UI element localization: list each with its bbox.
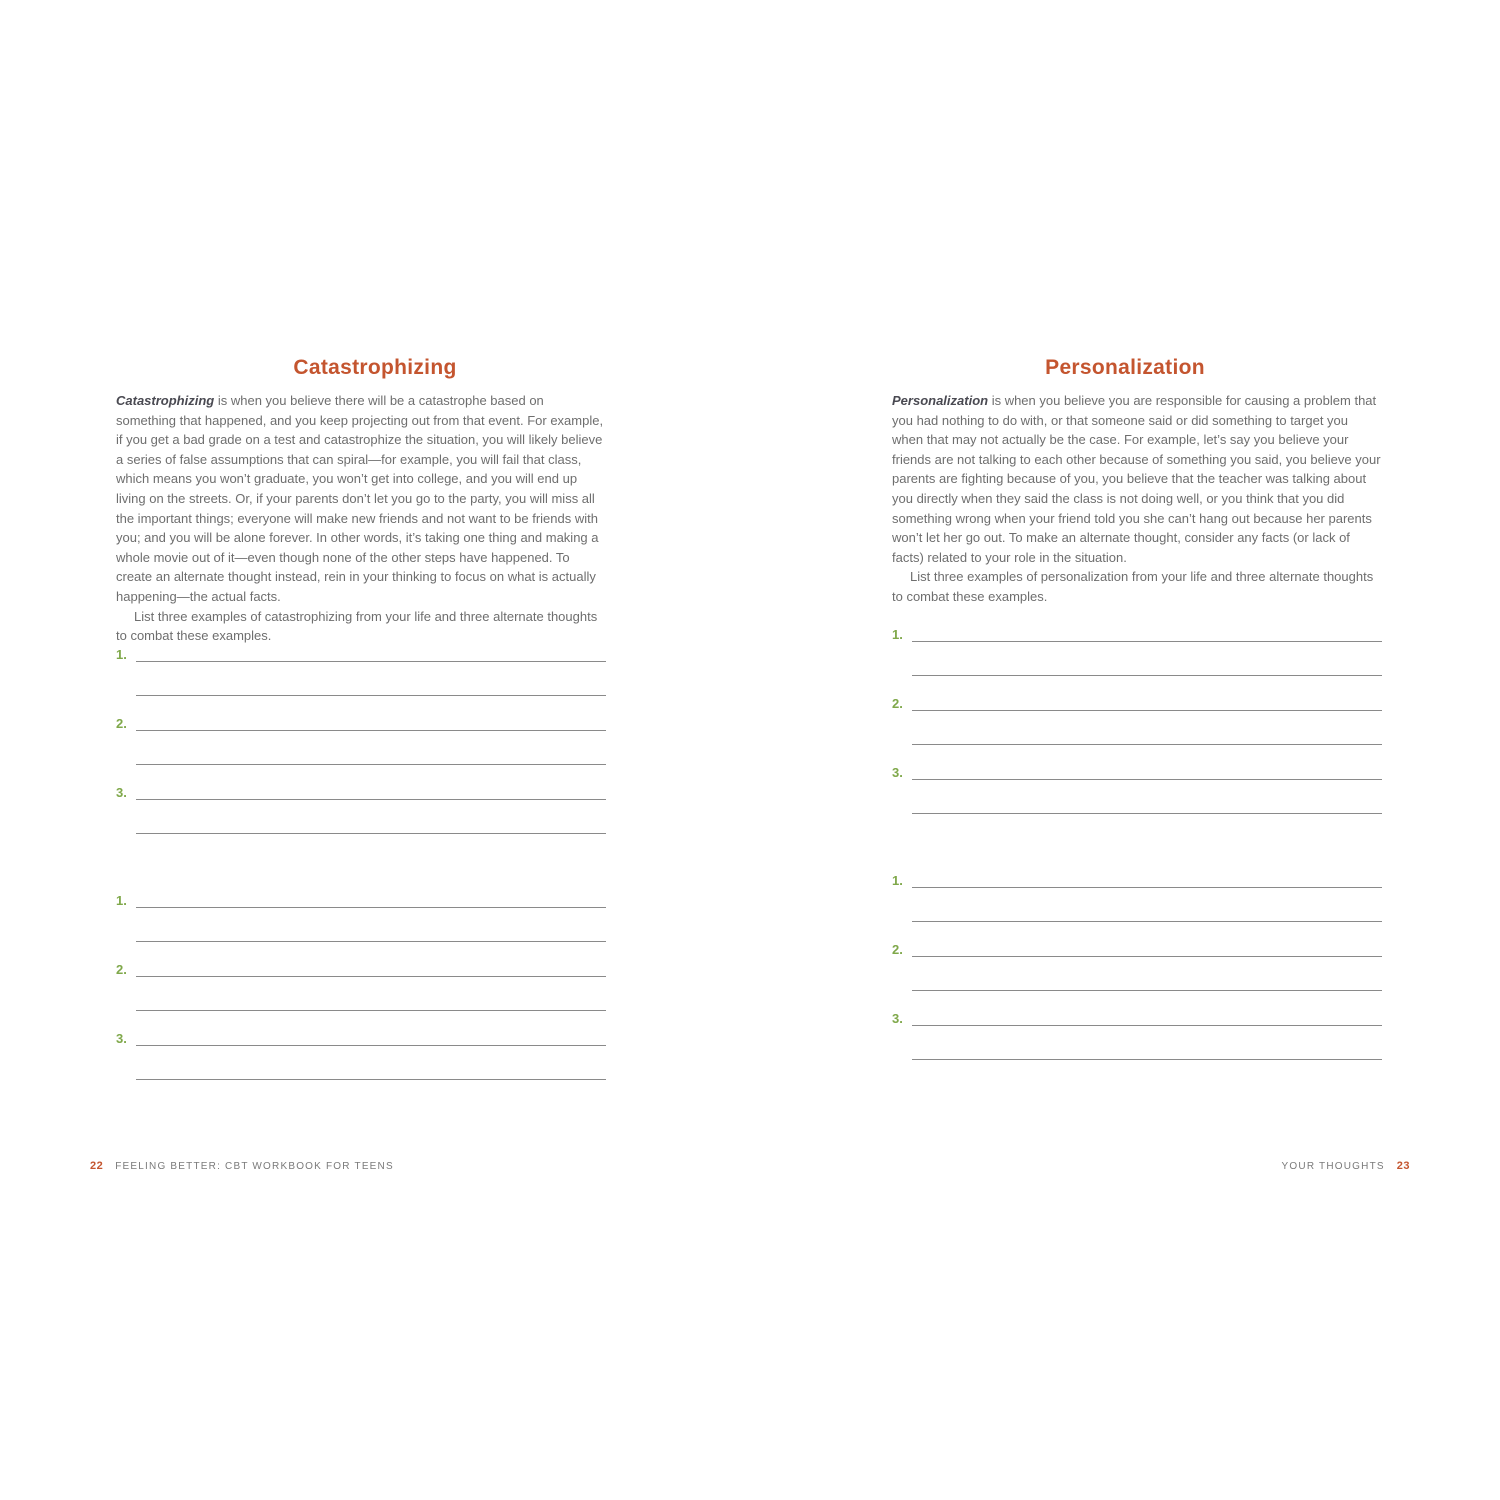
answer-item[interactable] [116, 785, 606, 858]
answer-item[interactable] [892, 942, 1382, 1015]
answer-item[interactable] [116, 647, 606, 720]
write-in-line[interactable] [912, 956, 1382, 957]
write-in-line[interactable] [912, 813, 1382, 814]
write-in-line[interactable] [136, 1079, 606, 1080]
page-number: 22 [90, 1160, 104, 1172]
page-number: 23 [1396, 1160, 1410, 1172]
write-in-line[interactable] [912, 675, 1382, 676]
write-in-line[interactable] [136, 661, 606, 662]
definition-text: is when you believe you are responsible for causing a problem that you had nothing to do with, or that someone said or did something to target you when that may not actually be the case. For example, let’s say you believe your friends are not talking to each other because of something you said, you believe your parents are fighting because of you, you believe that the teacher was talking about you directly when they said the class is not doing well, or you think that you did something wrong when your friend told you she can’t hang out because her parents won’t let her go out. To make an alternate thought, consider any facts (or lack of facts) related to your role in the situation. [892, 393, 1381, 565]
item-number: 3. [116, 1031, 127, 1046]
write-in-line[interactable] [136, 907, 606, 908]
write-in-line[interactable] [136, 833, 606, 834]
answer-item[interactable] [892, 696, 1382, 769]
write-in-line[interactable] [912, 779, 1382, 780]
instructions-paragraph: List three examples of personalization from your life and three alternate thoughts to combat these examples. [892, 569, 1374, 604]
answer-item[interactable] [116, 893, 606, 966]
write-in-line[interactable] [136, 1045, 606, 1046]
answer-item[interactable] [116, 962, 606, 1035]
write-in-line[interactable] [136, 730, 606, 731]
section-body [892, 391, 1382, 607]
answer-item[interactable] [116, 1031, 606, 1104]
definition-paragraph [892, 391, 1382, 567]
examples-answer-set [116, 647, 606, 858]
item-number: 1. [892, 873, 903, 888]
definition-text: is when you believe there will be a catastrophe based on something that happened, and you keep projecting out from that event. For example, if you get a bad grade on a test and catastrophize the situation, you will likely believe a series of false assumptions that can spiral—for example, you will fail that class, which means you won’t graduate, you won’t get into college, and you will end up living on the streets. Or, if your parents don’t let you go to the party, you will miss all the important things; everyone will make new friends and not want to be friends with you; and you will be alone forever. In other words, it’s taking one thing and making a whole movie out of it—even though none of the other steps have happened. To create an alternate thought instead, rein in your thinking to focus on what is actually happening—the actual facts. [116, 393, 604, 604]
write-in-line[interactable] [136, 695, 606, 696]
instructions-paragraph: List three examples of catastrophizing from your life and three alternate thoughts to combat these examples. [116, 608, 598, 644]
item-number: 2. [116, 716, 127, 731]
running-head: YOUR THOUGHTS [1281, 1161, 1385, 1172]
write-in-line[interactable] [912, 921, 1382, 922]
section-title: Personalization [1045, 356, 1205, 379]
answer-item[interactable] [892, 1011, 1382, 1084]
write-in-line[interactable] [912, 990, 1382, 991]
alternate-thoughts-answer-set [116, 893, 606, 1104]
answer-item[interactable] [116, 716, 606, 789]
page-footer [90, 1160, 394, 1172]
write-in-line[interactable] [912, 744, 1382, 745]
item-number: 1. [116, 893, 127, 908]
page-footer [1282, 1160, 1410, 1172]
item-number: 3. [892, 1011, 903, 1026]
examples-answer-set [892, 627, 1382, 838]
item-number: 2. [892, 696, 903, 711]
item-number: 2. [892, 942, 903, 957]
write-in-line[interactable] [912, 641, 1382, 642]
item-number: 3. [892, 765, 903, 780]
write-in-line[interactable] [912, 1025, 1382, 1026]
alternate-thoughts-answer-set [892, 873, 1382, 1084]
write-in-line[interactable] [912, 1059, 1382, 1060]
write-in-line[interactable] [136, 941, 606, 942]
running-head: FEELING BETTER: CBT WORKBOOK FOR TEENS [115, 1161, 394, 1172]
write-in-line[interactable] [136, 764, 606, 765]
write-in-line[interactable] [912, 710, 1382, 711]
item-number: 1. [116, 647, 127, 662]
write-in-line[interactable] [136, 1010, 606, 1011]
item-number: 2. [116, 962, 127, 977]
write-in-line[interactable] [136, 976, 606, 977]
write-in-line[interactable] [136, 799, 606, 800]
answer-item[interactable] [892, 873, 1382, 946]
section-body [116, 391, 606, 646]
defined-term: Catastrophizing [116, 393, 215, 408]
item-number: 3. [116, 785, 127, 800]
right-page [750, 0, 1500, 1500]
write-in-line[interactable] [912, 887, 1382, 888]
answer-item[interactable] [892, 627, 1382, 700]
section-title: Catastrophizing [293, 356, 457, 379]
definition-paragraph [116, 391, 606, 607]
answer-item[interactable] [892, 765, 1382, 838]
item-number: 1. [892, 627, 903, 642]
defined-term: Personalization [892, 393, 989, 408]
